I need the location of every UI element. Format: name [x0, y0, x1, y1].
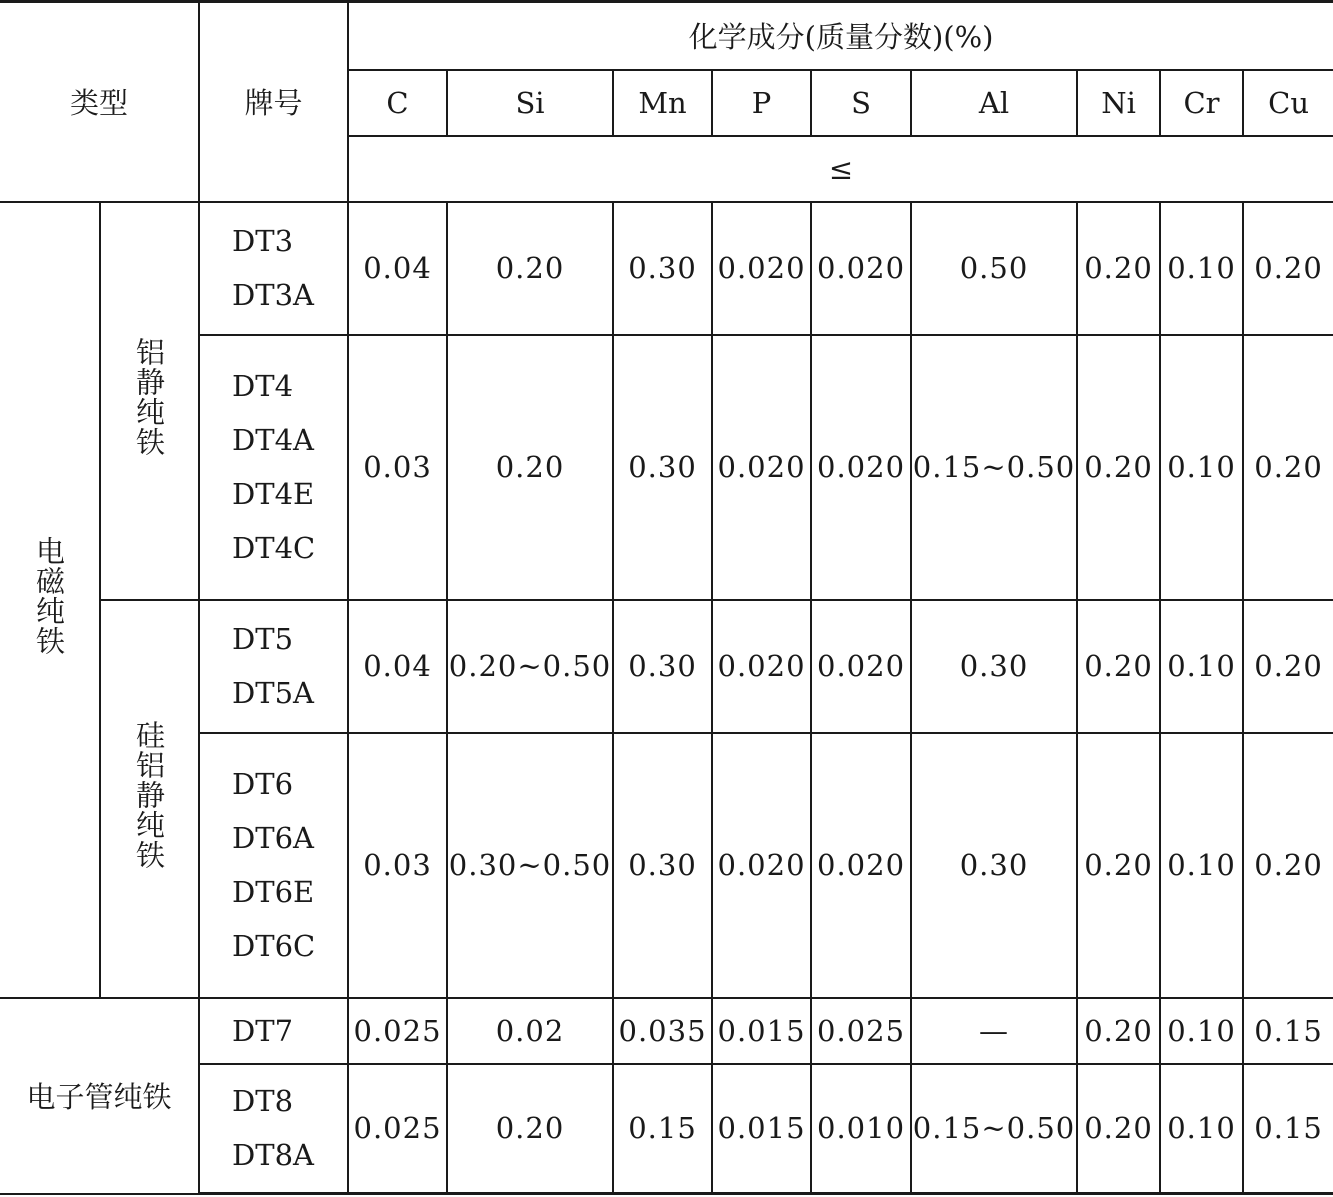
value-cell: 0.20 — [1077, 1064, 1160, 1194]
value-cell: 0.10 — [1160, 600, 1243, 733]
element-header: Mn — [613, 70, 712, 136]
value-cell: 0.50 — [911, 202, 1077, 335]
grade: DT5 — [232, 622, 294, 656]
value-cell: 0.015 — [712, 1064, 811, 1194]
value-cell: 0.10 — [1160, 1064, 1243, 1194]
grade-cell — [199, 998, 348, 1064]
value-cell: 0.020 — [811, 335, 911, 600]
group-label: 铝静纯铁 — [132, 337, 166, 457]
value-cell: 0.015 — [712, 998, 811, 1064]
value-cell: 0.20 — [1077, 600, 1160, 733]
element-header: P — [712, 70, 811, 136]
value-cell: 0.30 — [613, 202, 712, 335]
value-cell: 0.20 — [447, 335, 613, 600]
value-cell: 0.025 — [811, 998, 911, 1064]
grade: DT6E — [232, 875, 315, 909]
element-header: Cr — [1160, 70, 1243, 136]
value-cell: 0.20 — [1243, 202, 1333, 335]
value-cell: 0.20 — [1243, 335, 1333, 600]
value-cell: 0.020 — [712, 600, 811, 733]
value-cell: 0.30 — [613, 600, 712, 733]
group-al-killed — [100, 202, 199, 600]
max-note: ≤ — [348, 136, 1333, 202]
value-cell: 0.025 — [348, 998, 447, 1064]
value-cell: 0.30 — [911, 600, 1077, 733]
value-cell: 0.020 — [712, 335, 811, 600]
value-cell: 0.03 — [348, 733, 447, 998]
grade: DT6C — [232, 929, 316, 963]
group-si-al-killed — [100, 600, 199, 998]
value-cell: 0.20 — [1077, 998, 1160, 1064]
value-cell: 0.15 — [613, 1064, 712, 1194]
grade: DT5A — [232, 676, 315, 710]
element-header: C — [348, 70, 447, 136]
value-cell: 0.03 — [348, 335, 447, 600]
value-cell: 0.035 — [613, 998, 712, 1064]
value-cell: 0.020 — [712, 733, 811, 998]
value-cell: 0.020 — [811, 600, 911, 733]
type-header: 类型 — [0, 2, 199, 202]
value-cell: 0.04 — [348, 202, 447, 335]
value-cell: 0.30~0.50 — [447, 733, 613, 998]
element-header: S — [811, 70, 911, 136]
value-cell: 0.20~0.50 — [447, 600, 613, 733]
grade-cell — [199, 202, 348, 335]
value-cell: 0.04 — [348, 600, 447, 733]
element-header: Al — [911, 70, 1077, 136]
grade-cell — [199, 600, 348, 733]
grade: DT3 — [232, 224, 294, 258]
value-cell: 0.02 — [447, 998, 613, 1064]
value-cell: 0.20 — [1077, 335, 1160, 600]
value-cell: — — [911, 998, 1077, 1064]
grade: DT4E — [232, 477, 315, 511]
value-cell: 0.30 — [613, 335, 712, 600]
value-cell: 0.20 — [1243, 600, 1333, 733]
grade: DT6A — [232, 821, 315, 855]
group-electromagnetic — [0, 202, 100, 998]
value-cell: 0.30 — [613, 733, 712, 998]
grade-header: 牌号 — [199, 2, 348, 202]
value-cell: 0.020 — [811, 202, 911, 335]
element-header: Cu — [1243, 70, 1333, 136]
value-cell: 0.025 — [348, 1064, 447, 1194]
value-cell: 0.15 — [1243, 998, 1333, 1064]
grade: DT6 — [232, 767, 294, 801]
value-cell: 0.010 — [811, 1064, 911, 1194]
value-cell: 0.15~0.50 — [911, 1064, 1077, 1194]
grade: DT4A — [232, 423, 315, 457]
value-cell: 0.10 — [1160, 733, 1243, 998]
group-label: 电磁纯铁 — [32, 536, 66, 656]
group-label: 硅铝静纯铁 — [132, 720, 166, 870]
value-cell: 0.20 — [1077, 202, 1160, 335]
value-cell: 0.10 — [1160, 335, 1243, 600]
grade: DT7 — [232, 1013, 294, 1048]
grade-cell — [199, 733, 348, 998]
group-electron-tube: 电子管纯铁 — [0, 998, 199, 1194]
value-cell: 0.10 — [1160, 202, 1243, 335]
value-cell: 0.30 — [911, 733, 1077, 998]
grade: DT4 — [232, 369, 294, 403]
grade: DT8 — [232, 1084, 294, 1119]
value-cell: 0.20 — [1077, 733, 1160, 998]
value-cell: 0.15 — [1243, 1064, 1333, 1194]
value-cell: 0.020 — [712, 202, 811, 335]
value-cell: 0.10 — [1160, 998, 1243, 1064]
grade-cell — [199, 1064, 348, 1194]
element-header: Ni — [1077, 70, 1160, 136]
value-cell: 0.20 — [447, 1064, 613, 1194]
grade: DT8A — [232, 1138, 315, 1173]
element-header: Si — [447, 70, 613, 136]
value-cell: 0.20 — [447, 202, 613, 335]
value-cell: 0.15~0.50 — [911, 335, 1077, 600]
grade: DT3A — [232, 278, 315, 312]
grade: DT4C — [232, 531, 316, 565]
grade-cell — [199, 335, 348, 600]
composition-header: 化学成分(质量分数)(%) — [348, 2, 1333, 70]
value-cell: 0.020 — [811, 733, 911, 998]
value-cell: 0.20 — [1243, 733, 1333, 998]
